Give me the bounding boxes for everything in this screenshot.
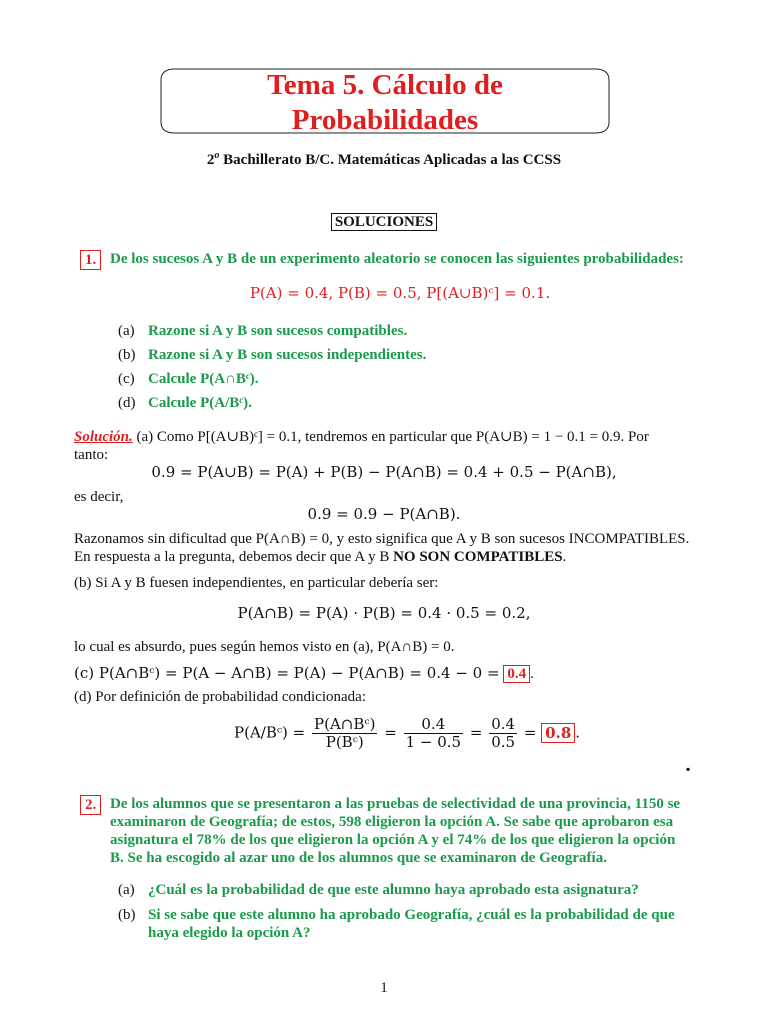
problem-2-statement-line4: B. Se ha escogido al azar uno de los alumnos que se examinaron de Geografía. (110, 850, 607, 866)
subtitle: 2$^o$ Bachillerato B/C. Matemáticas Aplicadas a las CCSS (206, 150, 562, 168)
page-title-line1: Tema 5. Cálculo de (267, 69, 503, 101)
solution-a-line2: tanto: (74, 447, 109, 463)
problem-2-item-a: (a) ¿Cuál es la probabilidad de que este alumno haya aprobado esta asignatura? (118, 882, 639, 898)
problem-1-item-a: (a) Razone si A y B son sucesos compatibles. (118, 323, 408, 339)
fraction-3: $\frac{0.4}{0.5}$ (491, 715, 516, 751)
problem-1-number: 1. (80, 250, 101, 270)
problem-1-item-d: (d) Calcule P(A/Bᶜ). (118, 395, 252, 411)
problem-2-item-b-cont: haya elegido la opción A? (148, 925, 311, 941)
page-number: 1 (380, 980, 388, 996)
problem-2-statement-line3: asignatura el 78% de los que eligieron la opción A y el 74% de los que eligieron la opción (110, 832, 676, 848)
problem-2-statement-line2: examinaron de Geografía; de estos, 598 eligieron la opción A. Se sabe que aprobaron esa (110, 814, 674, 830)
answer-c: 0.4 (503, 665, 530, 683)
es-decir: es decir, (74, 489, 124, 505)
solution-c-line: (c) P(A∩Bᶜ) = P(A − A∩B) = P(A) − P(A∩B) = 0.4 − 0 = 0.4 . (74, 664, 534, 682)
problem-2-item-b: (b) Si se sabe que este alumno ha aprobado Geografía, ¿cuál es la probabilidad de que (118, 907, 675, 923)
problem-1-item-b: (b) Razone si A y B son sucesos independientes. (118, 347, 427, 363)
solution-d-line: (d) Por definición de probabilidad condicionada: (74, 689, 366, 705)
section-title: SOLUCIONES (0, 214, 768, 231)
reason-line2: En respuesta a la pregunta, debemos decir que A y B NO SON COMPATIBLES. (74, 549, 567, 565)
solution-a-line1: Solución. (a) Como P[(A∪B)ᶜ] = 0.1, tendremos en particular que P(A∪B) = 1 − 0.1 = 0.9. Por (74, 429, 649, 445)
equation-3: P(A∩B) = P(A) · P(B) = 0.4 · 0.5 = 0.2, (237, 604, 531, 622)
equation-2: 0.9 = 0.9 − P(A∩B). (307, 505, 461, 523)
fraction-2: $\frac{0.4}{1 - 0.5}$ (405, 715, 462, 751)
problem-1-given: P(A) = 0.4, P(B) = 0.5, P[(A∪B)ᶜ] = 0.1. (249, 284, 551, 302)
reason-line1: Razonamos sin dificultad que P(A∩B) = 0, y esto significa que A y B son sucesos INCOMPATIBLES. (74, 531, 690, 547)
problem-2-statement-line1: De los alumnos que se presentaron a las pruebas de selectividad de una provincia, 1150 se (110, 796, 681, 812)
fraction-1: $\frac{\text{P(A∩Bᶜ)}}{\text{P(Bᶜ)}}$ (314, 715, 376, 751)
page-title-line2: Probabilidades (291, 104, 479, 136)
equation-4: P(A/Bᶜ) = $\frac{\text{P(A∩Bᶜ)}}{\text{P(Bᶜ)}}$ = $\frac{0.4}{1 - 0.5}$ = $\frac{0.4}{0.5}$ = 0.8 . (234, 715, 581, 751)
answer-d: 0.8 (541, 723, 575, 743)
qed-mark: ▪ (686, 762, 691, 776)
equation-1: 0.9 = P(A∪B) = P(A) + P(B) − P(A∩B) = 0.4 + 0.5 − P(A∩B), (151, 463, 617, 481)
solution-b-line: (b) Si A y B fuesen independientes, en particular debería ser: (74, 575, 439, 591)
problem-1-item-c: (c) Calcule P(A∩Bᶜ). (118, 371, 259, 387)
problem-1-statement: De los sucesos A y B de un experimento aleatorio se conocen las siguientes probabilidades: (110, 251, 684, 267)
absurd-line: lo cual es absurdo, pues según hemos visto en (a), P(A∩B) = 0. (74, 639, 455, 655)
problem-2-number: 2. (80, 795, 101, 815)
